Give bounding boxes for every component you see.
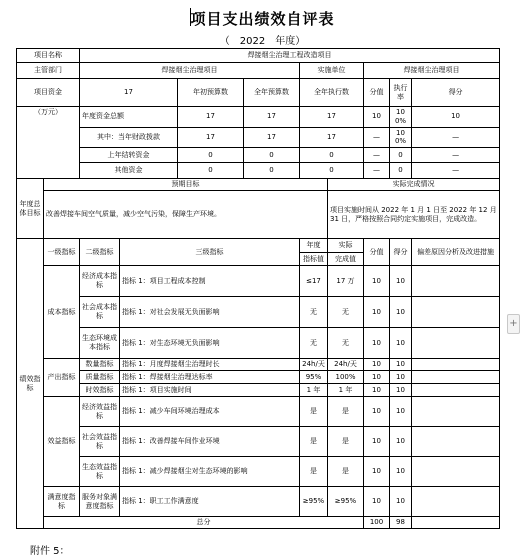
- perf-l3: 指标 1：项目工程成本控制: [120, 266, 300, 297]
- funds-unit: （万元）: [17, 107, 80, 179]
- perf-reason: [412, 297, 500, 328]
- perf-target: 1 年: [300, 384, 328, 397]
- funds-cell: 0: [300, 163, 364, 179]
- perf-reason: [412, 457, 500, 487]
- perf-head-actual-b: 完成值: [328, 253, 364, 266]
- funds-head-score: 分值: [364, 79, 390, 107]
- perf-l2: 数量指标: [80, 359, 120, 371]
- perf-score: 10: [364, 397, 390, 427]
- perf-head-annual: 年度: [300, 239, 328, 253]
- funds-cell: 17: [178, 127, 244, 148]
- perf-l2: 经济效益指标: [80, 397, 120, 427]
- perf-l3: 指标 1：减少车间环境治理成本: [120, 397, 300, 427]
- funds-cell: 0: [300, 148, 364, 163]
- perf-got: 10: [390, 266, 412, 297]
- funds-cell: —: [364, 127, 390, 148]
- funds-head-initial: 年初预算数: [178, 79, 244, 107]
- perf-l2: 时效指标: [80, 384, 120, 397]
- funds-row-name: 年度资金总额: [80, 107, 178, 128]
- perf-reason: [412, 328, 500, 359]
- perf-actual: 是: [328, 397, 364, 427]
- perf-score: 10: [364, 384, 390, 397]
- perf-got: 10: [390, 297, 412, 328]
- perf-l2: 生态环境成本指标: [80, 328, 120, 359]
- funds-cell: 0: [244, 148, 300, 163]
- row-funds-fiscal: [17, 127, 500, 148]
- perf-score: 10: [364, 371, 390, 384]
- funds-cell: 0: [178, 148, 244, 163]
- row-funds-carryover: [17, 148, 500, 163]
- perf-reason: [412, 266, 500, 297]
- funds-cell: —: [412, 163, 500, 179]
- total-got: 98: [390, 517, 412, 529]
- perf-got: 10: [390, 457, 412, 487]
- row-total: [17, 517, 500, 529]
- perf-actual: 无: [328, 297, 364, 328]
- goals-actual: 项目实施时间从 2022 年 1 月 1 日至 2022 年 12 月 31 日，严格按照合同约定实施项目，完成改造。: [328, 191, 500, 239]
- perf-l3: 指标 1：项目实施时间: [120, 384, 300, 397]
- perf-head-actual-a: 实际: [328, 239, 364, 253]
- perf-score: 10: [364, 487, 390, 517]
- funds-head-full-year: 全年预算数: [244, 79, 300, 107]
- perf-got: 10: [390, 397, 412, 427]
- perf-l3: 指标 1：对生态环境无负面影响: [120, 328, 300, 359]
- table-row: [17, 427, 500, 457]
- impl-label: 实施单位: [300, 63, 364, 79]
- row-project-name: [17, 49, 500, 63]
- funds-cell: —: [412, 127, 500, 148]
- perf-got: 10: [390, 359, 412, 371]
- perf-label: 绩效指标: [17, 239, 44, 529]
- perf-head-l1: 一级指标: [44, 239, 80, 266]
- perf-l2: 服务对象满意度指标: [80, 487, 120, 517]
- table-row: [17, 397, 500, 427]
- total-reason: [412, 517, 500, 529]
- perf-target: ≤17: [300, 266, 328, 297]
- perf-target: 无: [300, 297, 328, 328]
- perf-reason: [412, 427, 500, 457]
- perf-l3: 指标 1：职工工作满意度: [120, 487, 300, 517]
- perf-got: 10: [390, 384, 412, 397]
- funds-cell: 100%: [390, 107, 412, 128]
- perf-head-reason: 偏差原因分析及改进措施: [412, 239, 500, 266]
- document-title: 项目支出绩效自评表: [190, 10, 335, 28]
- perf-actual: 24h/天: [328, 359, 364, 371]
- perf-head-l2: 二级指标: [80, 239, 120, 266]
- row-funds-other: [17, 163, 500, 179]
- perf-l2: 生态效益指标: [80, 457, 120, 487]
- dept-label: 主管部门: [17, 63, 80, 79]
- perf-l3: 指标 1：减少焊接烟尘对生态环境的影响: [120, 457, 300, 487]
- perf-l1: 满意度指标: [44, 487, 80, 517]
- perf-score: 10: [364, 328, 390, 359]
- perf-l3: 指标 1：月度焊接烟尘治理时长: [120, 359, 300, 371]
- perf-actual: 是: [328, 427, 364, 457]
- perf-actual: 是: [328, 457, 364, 487]
- perf-actual: 17 万: [328, 266, 364, 297]
- funds-cell: 0: [244, 163, 300, 179]
- perf-head-score: 分值: [364, 239, 390, 266]
- funds-row-name: 其中：当年财政拨款: [80, 127, 178, 148]
- perf-head-got: 得分: [390, 239, 412, 266]
- funds-cell: 17: [300, 107, 364, 128]
- perf-actual: ≥95%: [328, 487, 364, 517]
- perf-actual: 无: [328, 328, 364, 359]
- project-name-label: 项目名称: [17, 49, 80, 63]
- perf-l3: 指标 1：改善焊接车间作业环境: [120, 427, 300, 457]
- perf-l3: 指标 1：对社会发展无负面影响: [120, 297, 300, 328]
- funds-head-executed: 全年执行数: [300, 79, 364, 107]
- table-row: [17, 297, 500, 328]
- goals-actual-header: 实际完成情况: [328, 179, 500, 191]
- perf-score: 10: [364, 427, 390, 457]
- perf-score: 10: [364, 297, 390, 328]
- project-name-value: 焊接烟尘治理工程改造项目: [80, 49, 500, 63]
- funds-label: 项目资金: [17, 79, 80, 107]
- perf-reason: [412, 359, 500, 371]
- row-goals-content: [17, 191, 500, 239]
- funds-cell: 10: [364, 107, 390, 128]
- table-row: [17, 359, 500, 371]
- funds-total-head: 17: [80, 79, 178, 107]
- row-funds-header: [17, 79, 500, 107]
- perf-score: 10: [364, 457, 390, 487]
- funds-row-name: 上年结转资金: [80, 148, 178, 163]
- row-perf-header-1: [17, 239, 500, 253]
- funds-cell: —: [412, 148, 500, 163]
- funds-cell: 0: [390, 148, 412, 163]
- row-department: [17, 63, 500, 79]
- perf-target: 是: [300, 457, 328, 487]
- funds-row-name: 其他资金: [80, 163, 178, 179]
- goals-expected-header: 预期目标: [44, 179, 328, 191]
- total-label: 总分: [44, 517, 364, 529]
- table-row: [17, 371, 500, 384]
- perf-reason: [412, 371, 500, 384]
- funds-cell: —: [364, 148, 390, 163]
- funds-head-rate: 执行率: [390, 79, 412, 107]
- table-row: [17, 457, 500, 487]
- funds-cell: 17: [300, 127, 364, 148]
- funds-cell: 0: [178, 163, 244, 179]
- perf-score: 10: [364, 359, 390, 371]
- table-row: [17, 266, 500, 297]
- perf-score: 10: [364, 266, 390, 297]
- perf-got: 10: [390, 427, 412, 457]
- table-row: [17, 384, 500, 397]
- expand-handle-icon[interactable]: +: [507, 314, 520, 334]
- funds-cell: 0: [390, 163, 412, 179]
- table-row: [17, 487, 500, 517]
- perf-reason: [412, 487, 500, 517]
- perf-reason: [412, 397, 500, 427]
- perf-l3: 指标 1：焊接烟尘治理达标率: [120, 371, 300, 384]
- perf-l2: 经济成本指标: [80, 266, 120, 297]
- perf-target: ≥95%: [300, 487, 328, 517]
- row-goals-header: [17, 179, 500, 191]
- impl-value: 焊接烟尘治理项目: [364, 63, 500, 79]
- perf-target: 24h/天: [300, 359, 328, 371]
- row-funds-total: [17, 107, 500, 128]
- goals-expected: 改善焊接车间空气质量，减少空气污染，保障生产环境。: [44, 191, 328, 239]
- perf-l2: 社会效益指标: [80, 427, 120, 457]
- perf-target: 无: [300, 328, 328, 359]
- funds-head-got: 得分: [412, 79, 500, 107]
- dept-value: 焊接烟尘治理项目: [80, 63, 300, 79]
- perf-l1: 效益指标: [44, 397, 80, 487]
- funds-cell: 17: [178, 107, 244, 128]
- perf-l2: 社会成本指标: [80, 297, 120, 328]
- funds-cell: 17: [244, 127, 300, 148]
- perf-target: 95%: [300, 371, 328, 384]
- table-row: [17, 328, 500, 359]
- funds-cell: —: [364, 163, 390, 179]
- year-line: （ 2022 年度）: [219, 36, 306, 47]
- perf-actual: 100%: [328, 371, 364, 384]
- perf-l1: 产出指标: [44, 359, 80, 397]
- funds-cell: 100%: [390, 127, 412, 148]
- perf-got: 10: [390, 328, 412, 359]
- attachment-note: 附件 5：: [30, 546, 70, 557]
- perf-target: 是: [300, 397, 328, 427]
- perf-target: 是: [300, 427, 328, 457]
- perf-head-l3: 三级指标: [120, 239, 300, 266]
- perf-got: 10: [390, 487, 412, 517]
- total-score: 100: [364, 517, 390, 529]
- self-evaluation-table: [16, 48, 500, 529]
- funds-cell: 17: [244, 107, 300, 128]
- goals-label: 年度总体目标: [17, 179, 44, 239]
- funds-cell: 10: [412, 107, 500, 128]
- perf-l1: 成本指标: [44, 266, 80, 359]
- perf-got: 10: [390, 371, 412, 384]
- perf-actual: 1 年: [328, 384, 364, 397]
- perf-head-target: 指标值: [300, 253, 328, 266]
- perf-l2: 质量指标: [80, 371, 120, 384]
- perf-reason: [412, 384, 500, 397]
